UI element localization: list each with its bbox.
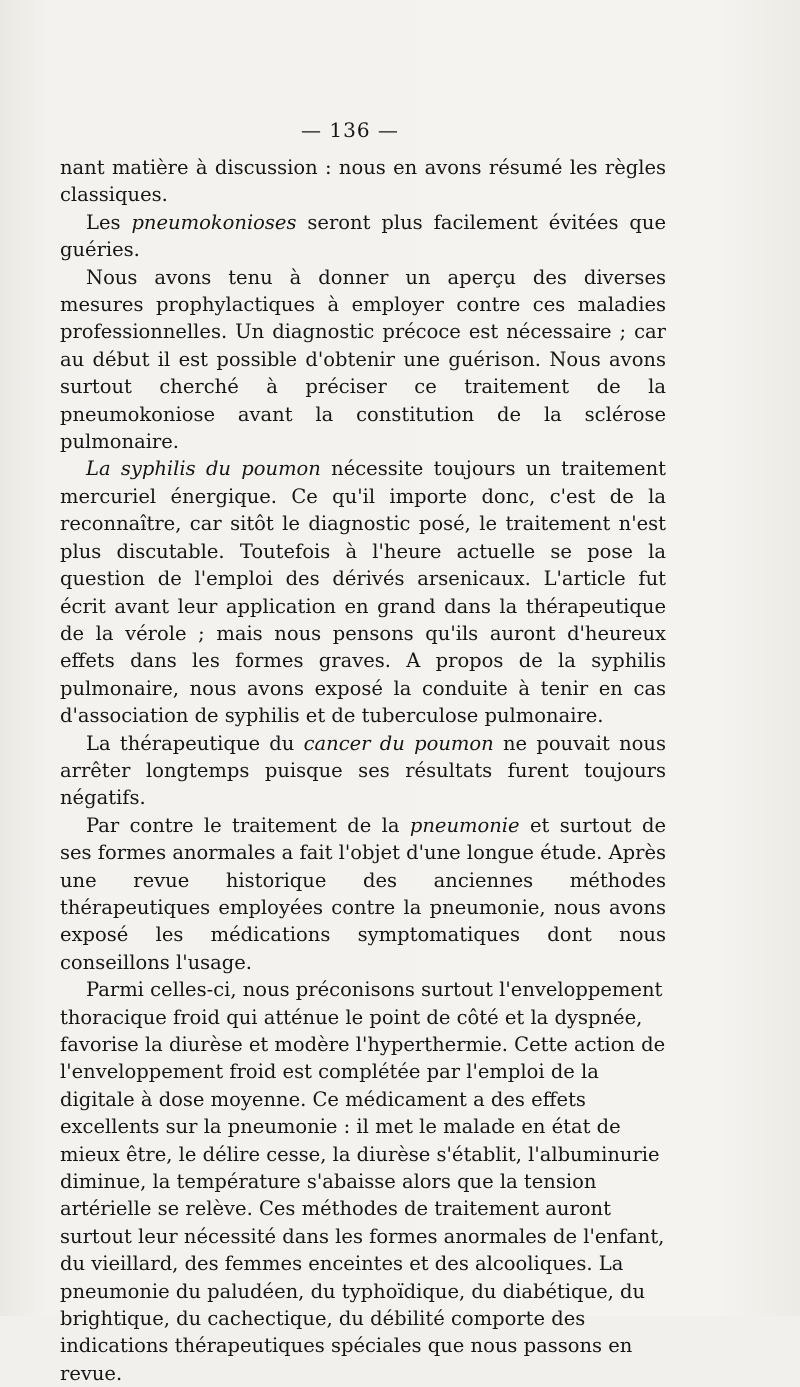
paragraph xyxy=(60,812,666,976)
paragraph xyxy=(60,730,666,812)
paragraph xyxy=(60,976,666,1387)
text-span: Par contre le traitement de la xyxy=(86,813,410,837)
paragraph xyxy=(60,209,666,264)
paragraph xyxy=(60,154,666,209)
italic-term: pneumonie xyxy=(409,813,520,837)
text-span: La thérapeutique du xyxy=(86,731,304,755)
italic-term: La syphilis du poumon xyxy=(86,457,321,481)
text-span: Parmi celles-ci, nous préconisons surtout l'enveloppement thoracique froid qui atténue le point de côté et la dyspnée, favorise la diurèse et modère l'hyperthermie. Cette action de l'enveloppement froid est complétée par l'emploi de la digitale à dose moyenne. Ce médicament a des effets excellents sur la pneumonie : il met le malade en état de mieux être, le délire cesse, la diurèse s'établit, l'albuminurie diminue, la température s'abaisse alors que la tension artérielle se relève. Ces méthodes de traitement auront surtout leur nécessité dans les formes anormales de l'enfant, du vieillard, des femmes enceintes et des alcooliques. La pneumonie du paludéen, du typhoïdique, du diabétique, du brightique, du cachectique, du débilité comporte des indications thérapeutiques spéciales que nous passons en revue. xyxy=(60,978,666,1385)
text-span: seront plus facilement évitées que guéries. xyxy=(60,210,666,262)
text-span: ne pouvait nous arrêter longtemps puisque ses résultats furent toujours négatifs. xyxy=(60,731,666,810)
body-text xyxy=(60,154,666,1387)
page-number: — 136 — xyxy=(301,118,399,142)
text-span: nécessite toujours un traitement mercuriel énergique. Ce qu'il importe donc, c'est de la reconnaître, car sitôt le diagnostic posé, le traitement n'est plus discutable. Toutefois à l'heure actuelle se pose la question de l'emploi des dérivés arsenicaux. L'article fut écrit avant leur application en grand dans la thérapeutique de la vérole ; mais nous pensons qu'ils auront d'heureux effets dans les formes graves. A propos de la syphilis pulmonaire, nous avons exposé la conduite à tenir en cas d'association de syphilis et de tuberculose pulmonaire. xyxy=(60,457,666,728)
text-span: et surtout de ses formes anormales a fait l'objet d'une longue étude. Après une revue historique des anciennes méthodes thérapeutiques employées contre la pneumonie, nous avons exposé les médications symptomatiques dont nous conseillons l'usage. xyxy=(60,813,666,974)
italic-term: cancer du poumon xyxy=(303,731,494,755)
italic-term: pneumokonioses xyxy=(131,210,297,234)
text-span: Les xyxy=(86,210,132,234)
text-span: Nous avons tenu à donner un aperçu des diverses mesures prophylactiques à employer contre ces maladies professionnelles. Un diagnostic précoce est nécessaire ; car au début il est possible d'obtenir une guérison. Nous avons surtout cherché à préciser ce traitement de la pneumokoniose avant la constitution de la sclérose pulmonaire. xyxy=(60,265,666,454)
paragraph xyxy=(60,455,666,729)
paragraph xyxy=(60,264,666,456)
text-span: nant matière à discussion : nous en avons résumé les règles classiques. xyxy=(60,156,666,207)
